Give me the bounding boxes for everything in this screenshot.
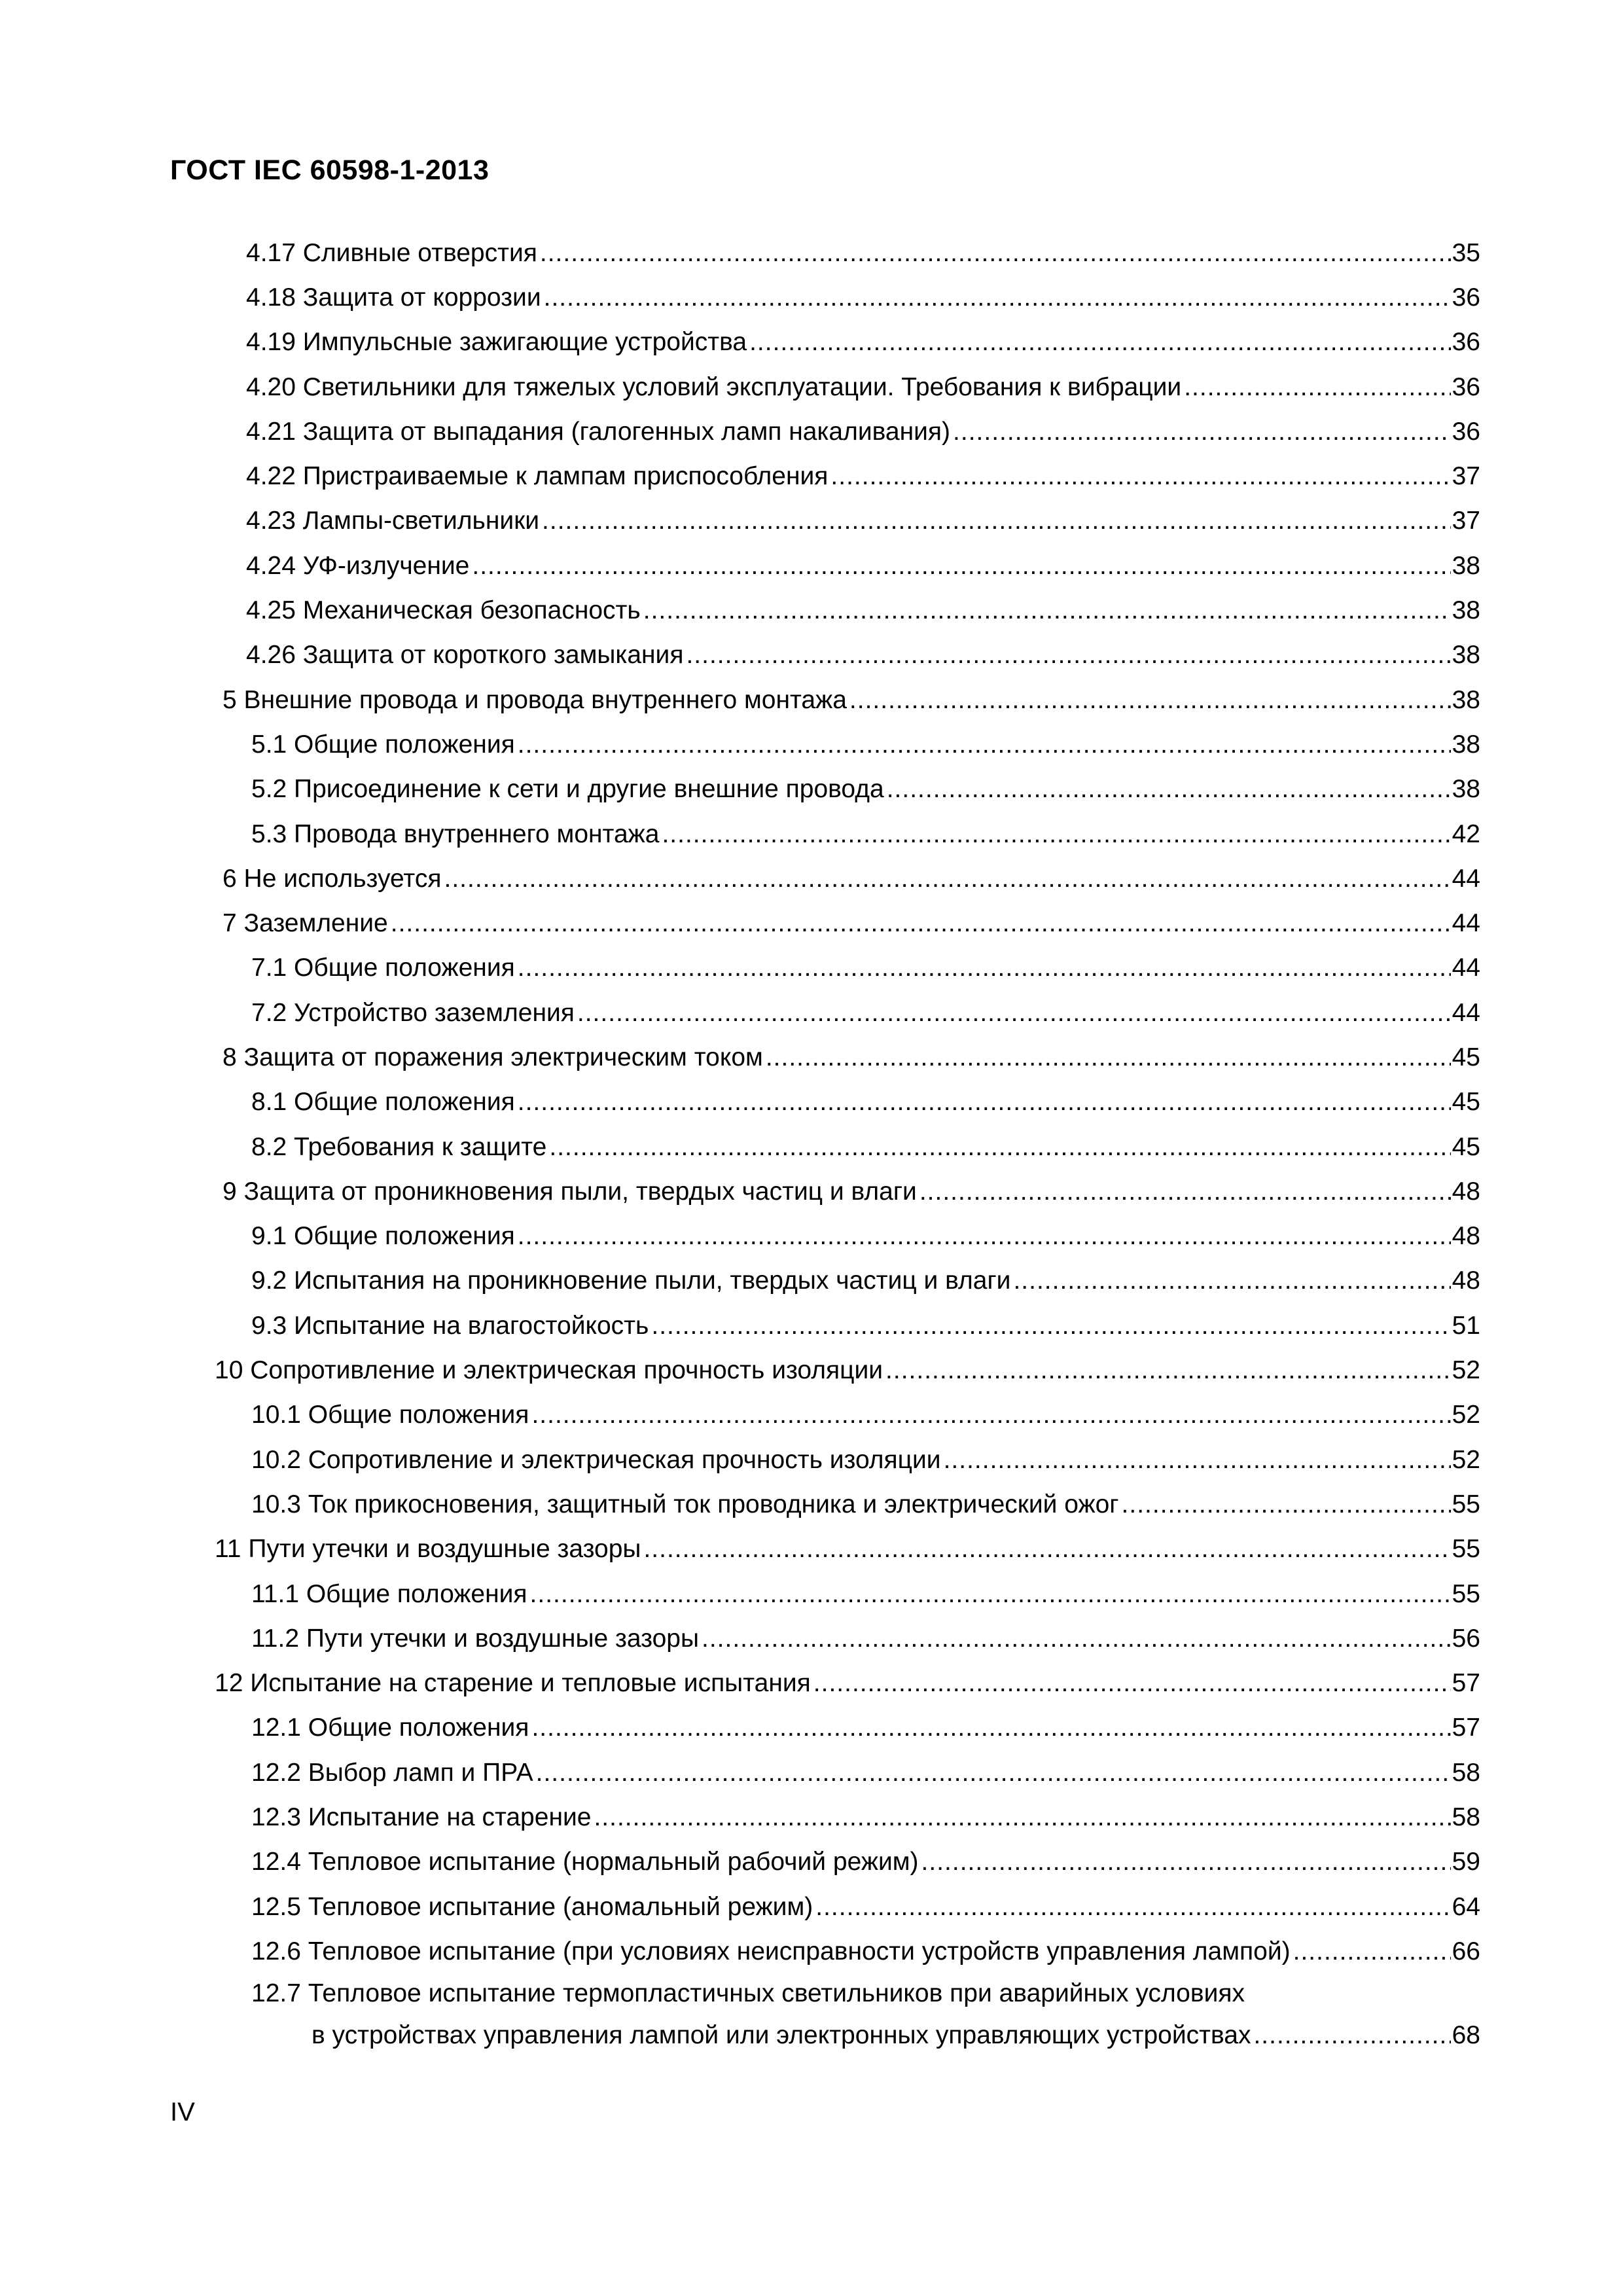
toc-entry-title: 12.3 Испытание на старение	[251, 1803, 592, 1832]
toc-entry-title: 4.19 Импульсные зажигающие устройства	[246, 328, 747, 357]
toc-entry-4-19	[0, 320, 1623, 365]
toc-entry-title: 11 Пути утечки и воздушные зазоры	[215, 1535, 641, 1564]
toc-entry-4-25	[0, 588, 1623, 632]
toc-entry-page: 38	[1452, 685, 1480, 714]
dot-leader	[944, 1447, 1451, 1473]
toc-entry-title: 5 Внешние провода и провода внутреннего монтажа	[223, 685, 847, 714]
toc-entry-title: 11.2 Пути утечки и воздушные зазоры	[251, 1624, 699, 1653]
toc-entry-title: 4.17 Сливные отверстия	[246, 238, 537, 267]
toc-entry-4-20	[0, 365, 1623, 409]
toc-entry-title: 12.4 Тепловое испытание (нормальный рабочий режим)	[251, 1848, 919, 1876]
toc-entry-title: 8.2 Требования к защите	[251, 1132, 547, 1161]
toc-entry-title: 12.1 Общие положения	[251, 1713, 529, 1742]
dot-leader	[518, 1089, 1451, 1115]
dot-leader	[544, 285, 1451, 310]
toc-entry-title: 8.1 Общие положения	[251, 1088, 515, 1117]
toc-entry-title: 9 Защита от проникновения пыли, твердых частиц и влаги	[223, 1177, 917, 1206]
toc-entry-title: 8 Защита от поражения электрическим током	[223, 1043, 763, 1071]
toc-entry-8-2	[0, 1124, 1623, 1169]
toc-entry-page: 35	[1452, 238, 1480, 267]
dot-leader	[849, 687, 1451, 713]
toc-entry-page: 51	[1452, 1311, 1480, 1340]
toc-entry-title: 7.1 Общие положения	[251, 954, 515, 982]
toc-entry-page: 38	[1452, 775, 1480, 804]
toc-entry-title: 5.2 Присоединение к сети и другие внешние провода	[251, 775, 884, 804]
toc-entry-7-2	[0, 990, 1623, 1035]
toc-entry-title: 12.5 Тепловое испытание (аномальный режим)	[251, 1892, 813, 1921]
toc-entry-4-26	[0, 633, 1623, 677]
toc-entry-page: 36	[1452, 417, 1480, 446]
toc-entry-page: 48	[1452, 1222, 1480, 1251]
toc-entry-10-3	[0, 1482, 1623, 1526]
toc-entry-page: 64	[1452, 1892, 1480, 1921]
dot-leader	[530, 1581, 1451, 1607]
toc-entry-page: 58	[1452, 1758, 1480, 1787]
dot-leader	[518, 955, 1451, 980]
toc-entry-4-18	[0, 275, 1623, 319]
dot-leader	[686, 642, 1450, 668]
toc-entry-page: 57	[1452, 1713, 1480, 1742]
toc-entry-title: 5.1 Общие положения	[251, 730, 515, 759]
toc-entry-page: 45	[1452, 1043, 1480, 1071]
toc-entry-12-4	[0, 1840, 1623, 1884]
dot-leader	[813, 1670, 1451, 1696]
dot-leader	[549, 1134, 1450, 1160]
toc-entry-page: 52	[1452, 1401, 1480, 1429]
toc-entry-title: 4.24 УФ-излучение	[246, 551, 470, 580]
toc-entry-title: 7.2 Устройство заземления	[251, 998, 575, 1027]
toc-entry-4-22	[0, 454, 1623, 498]
toc-entry-5-2	[0, 767, 1623, 812]
dot-leader	[540, 240, 1451, 266]
dot-leader	[749, 329, 1451, 355]
toc-entry-page: 38	[1452, 641, 1480, 670]
dot-leader	[1122, 1492, 1451, 1517]
dot-leader	[921, 1849, 1451, 1874]
toc-entry-page: 55	[1452, 1535, 1480, 1564]
toc-entry-title: 6 Не используется	[223, 864, 442, 893]
toc-entry-10-2	[0, 1437, 1623, 1482]
toc-entry-7	[0, 901, 1623, 945]
toc-entry-11-2	[0, 1616, 1623, 1660]
toc-entry-page: 45	[1452, 1132, 1480, 1161]
toc-entry-8-1	[0, 1080, 1623, 1124]
toc-entry-page: 37	[1452, 507, 1480, 535]
toc-entry-12-2	[0, 1750, 1623, 1795]
toc-entry-12-3	[0, 1795, 1623, 1839]
toc-entry-9	[0, 1169, 1623, 1213]
toc-entry-title: 4.26 Защита от короткого замыкания	[246, 641, 684, 670]
toc-entry-page: 37	[1452, 462, 1480, 491]
toc-entry-title: 4.22 Пристраиваемые к лампам приспособления	[246, 462, 829, 491]
dot-leader	[1293, 1939, 1451, 1964]
dot-leader	[662, 821, 1450, 847]
toc-entry-page: 38	[1452, 730, 1480, 759]
toc-entry-4-23	[0, 499, 1623, 543]
toc-entry-page: 44	[1452, 909, 1480, 938]
dot-leader	[815, 1894, 1450, 1920]
dot-leader	[643, 1536, 1450, 1562]
toc-entry-5	[0, 677, 1623, 722]
page-number: IV	[170, 2098, 195, 2126]
toc-entry-title: 12.6 Тепловое испытание (при условиях неисправности устройств управления лампой)	[251, 1937, 1291, 1965]
toc-entry-title: 10 Сопротивление и электрическая прочность изоляции	[215, 1356, 883, 1385]
toc-entry-title: 12.7 Тепловое испытание термопластичных светильников при аварийных условиях	[251, 1979, 1245, 2008]
toc-entry-title: 4.20 Светильники для тяжелых условий эксплуатации. Требования к вибрации	[246, 372, 1182, 401]
toc-entry-5-1	[0, 722, 1623, 766]
toc-entry-page: 66	[1452, 1937, 1480, 1965]
toc-entry-12-5	[0, 1884, 1623, 1929]
toc-entry-5-3	[0, 812, 1623, 856]
toc-entry-page: 44	[1452, 998, 1480, 1027]
toc-entry-page: 57	[1452, 1669, 1480, 1698]
table-of-contents	[0, 230, 1623, 2058]
toc-entry-page: 56	[1452, 1624, 1480, 1653]
dot-leader	[531, 1715, 1450, 1740]
toc-entry-page: 36	[1452, 283, 1480, 312]
toc-entry-4-21	[0, 409, 1623, 454]
dot-leader	[1013, 1268, 1450, 1293]
toc-entry-title: 4.18 Защита от коррозии	[246, 283, 541, 312]
toc-entry-12-7	[0, 1974, 1623, 2058]
toc-entry-title: 4.25 Механическая безопасность	[246, 596, 641, 625]
toc-entry-page: 52	[1452, 1445, 1480, 1474]
toc-entry-page: 38	[1452, 551, 1480, 580]
toc-entry-title: 9.1 Общие положения	[251, 1222, 515, 1251]
dot-leader	[830, 463, 1450, 489]
toc-entry-title: 9.2 Испытания на проникновение пыли, твердых частиц и влаги	[251, 1266, 1011, 1295]
dot-leader	[577, 1000, 1451, 1026]
dot-leader	[702, 1626, 1451, 1651]
toc-entry-title: 12 Испытание на старение и тепловые испытания	[215, 1669, 811, 1698]
toc-entry-title: 4.23 Лампы-светильники	[246, 507, 540, 535]
dot-leader	[594, 1804, 1450, 1830]
toc-entry-page: 58	[1452, 1803, 1480, 1832]
toc-entry-page: 36	[1452, 372, 1480, 401]
toc-entry-9-2	[0, 1259, 1623, 1303]
dot-leader	[919, 1179, 1451, 1204]
toc-entry-title: 12.2 Выбор ламп и ПРА	[251, 1758, 533, 1787]
toc-entry-12-1	[0, 1706, 1623, 1750]
toc-entry-page: 44	[1452, 954, 1480, 982]
dot-leader	[1253, 2022, 1450, 2048]
dot-leader	[643, 598, 1451, 623]
toc-entry-4-24	[0, 543, 1623, 588]
toc-entry-page: 45	[1452, 1088, 1480, 1117]
toc-entry-page: 52	[1452, 1356, 1480, 1385]
toc-entry-title: 4.21 Защита от выпадания (галогенных ламп накаливания)	[246, 417, 951, 446]
toc-entry-9-1	[0, 1214, 1623, 1259]
dot-leader	[518, 1223, 1451, 1249]
dot-leader	[472, 553, 1450, 579]
toc-entry-title-continuation: в устройствах управления лампой или электронных управляющих устройствах	[312, 2021, 1251, 2050]
toc-entry-title: 7 Заземление	[223, 909, 388, 938]
dot-leader	[542, 508, 1451, 533]
toc-entry-page: 36	[1452, 328, 1480, 357]
toc-entry-4-17	[0, 230, 1623, 275]
toc-entry-page: 48	[1452, 1266, 1480, 1295]
dot-leader	[651, 1313, 1450, 1338]
toc-entry-title: 10.2 Сопротивление и электрическая прочность изоляции	[251, 1445, 941, 1474]
toc-entry-8	[0, 1035, 1623, 1079]
toc-entry-11	[0, 1527, 1623, 1571]
toc-entry-title: 5.3 Провода внутреннего монтажа	[251, 819, 660, 848]
toc-entry-6	[0, 856, 1623, 901]
toc-entry-page: 55	[1452, 1490, 1480, 1518]
toc-entry-page: 48	[1452, 1177, 1480, 1206]
toc-entry-page: 55	[1452, 1579, 1480, 1608]
toc-entry-page: 42	[1452, 819, 1480, 848]
dot-leader	[887, 776, 1451, 802]
toc-entry-page: 38	[1452, 596, 1480, 625]
toc-entry-title: 10.1 Общие положения	[251, 1401, 529, 1429]
toc-entry-title: 9.3 Испытание на влагостойкость	[251, 1311, 649, 1340]
toc-entry-10-1	[0, 1393, 1623, 1437]
dot-leader	[444, 866, 1450, 891]
dot-leader	[766, 1045, 1451, 1070]
toc-entry-10	[0, 1348, 1623, 1392]
dot-leader	[953, 419, 1451, 444]
dot-leader	[518, 732, 1451, 757]
dot-leader	[885, 1357, 1451, 1383]
dot-leader	[531, 1402, 1450, 1427]
dot-leader	[536, 1760, 1451, 1785]
toc-entry-page: 68	[1452, 2021, 1480, 2050]
toc-entry-12-6	[0, 1929, 1623, 1973]
toc-entry-9-3	[0, 1303, 1623, 1348]
dot-leader	[1184, 374, 1450, 400]
toc-entry-7-1	[0, 946, 1623, 990]
toc-entry-page: 59	[1452, 1848, 1480, 1876]
toc-entry-11-1	[0, 1571, 1623, 1616]
toc-entry-page: 44	[1452, 864, 1480, 893]
toc-entry-title: 11.1 Общие положения	[251, 1579, 527, 1608]
dot-leader	[391, 910, 1451, 936]
toc-entry-12	[0, 1661, 1623, 1706]
document-code-header: ГОСТ IEC 60598-1-2013	[170, 154, 490, 186]
toc-entry-title: 10.3 Ток прикосновения, защитный ток проводника и электрический ожог	[251, 1490, 1119, 1518]
